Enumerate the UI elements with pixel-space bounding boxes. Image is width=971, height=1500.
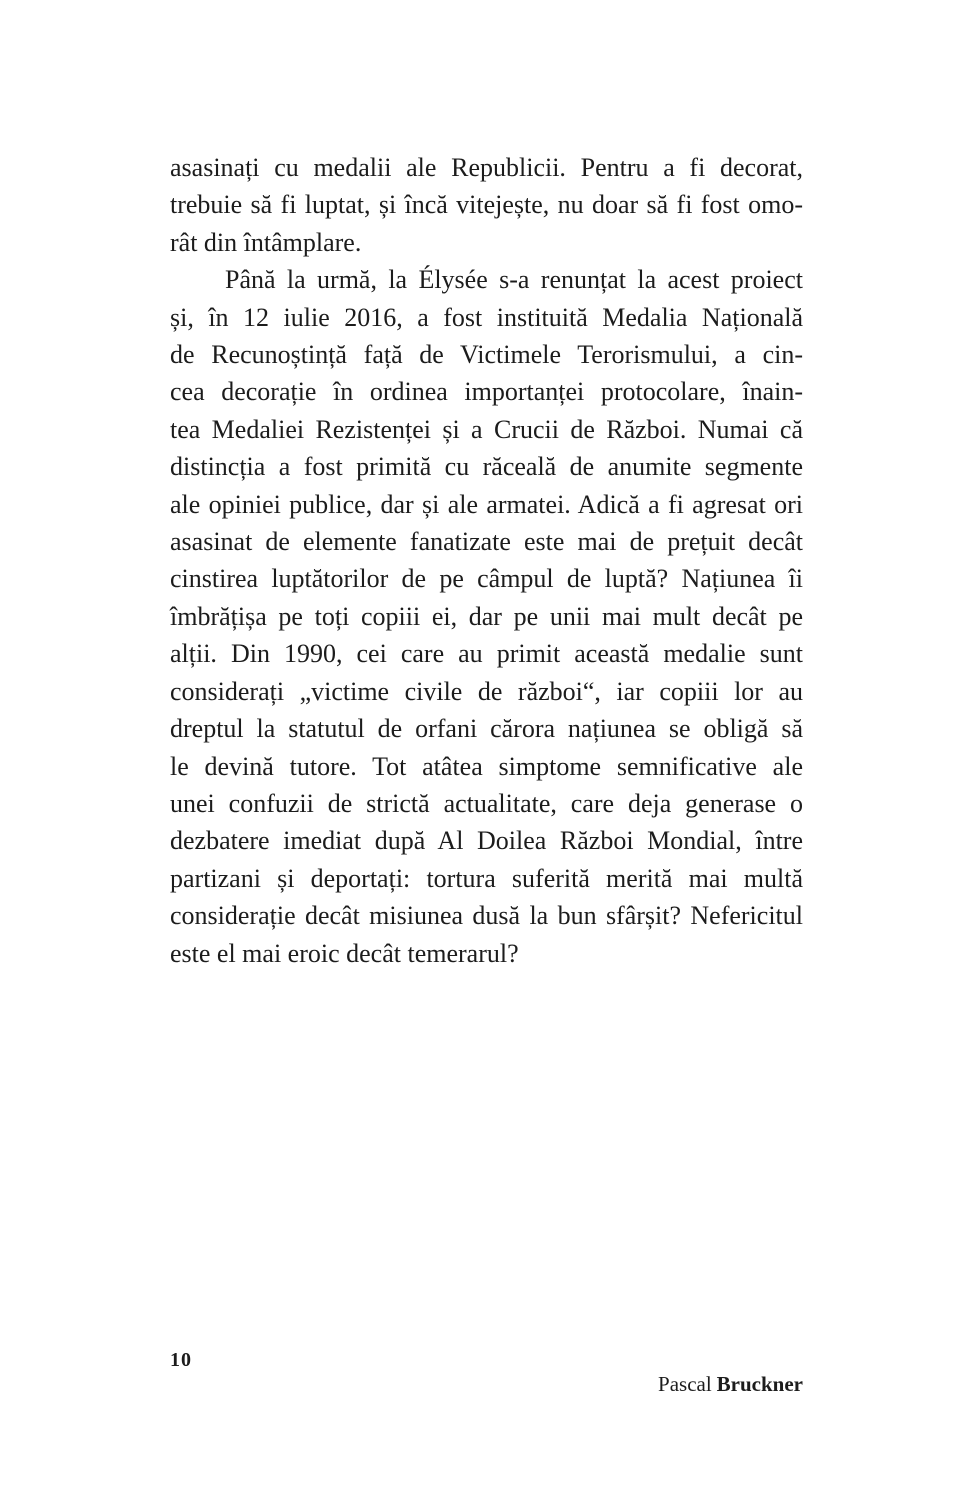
text-line: asasinat de elemente fanatizate este mai de prețuit decât: [170, 527, 803, 557]
text-line: dezbatere imediat după Al Doilea Război Mondial, între: [170, 826, 803, 856]
text-line: considerație decât misiunea dusă la bun sfârșit? Nefericitul: [170, 901, 803, 931]
text-line: trebuie să fi luptat, și încă vitejește, nu doar să fi fost omo-: [170, 190, 803, 220]
text-line: Până la urmă, la Élysée s-a renunțat la acest proiect: [225, 265, 803, 295]
body-text: [170, 149, 803, 972]
text-line: cea decorație în ordinea importanței protocolare, înain-: [170, 377, 803, 407]
text-line: alții. Din 1990, cei care au primit această medalie sunt: [170, 639, 803, 669]
text-line: cinstirea luptătorilor de pe câmpul de luptă? Națiunea îi: [170, 564, 803, 594]
author-first-name: Pascal: [658, 1372, 712, 1396]
text-line: partizani și deportați: tortura suferită merită mai multă: [170, 863, 803, 893]
text-line: rât din întâmplare.: [170, 227, 362, 257]
page-number: 10: [170, 1349, 192, 1371]
text-line: este el mai eroic decât temerarul?: [170, 938, 519, 968]
text-line: ale opiniei publice, dar și ale armatei. Adică a fi agresat ori: [170, 489, 803, 519]
text-line: îmbrățișa pe toți copiii ei, dar pe unii mai mult decât pe: [170, 601, 803, 631]
text-line: de Recunoștință față de Victimele Terorismului, a cin-: [170, 340, 803, 370]
text-line: și, în 12 iulie 2016, a fost instituită Medalia Națională: [170, 302, 803, 332]
text-line: dreptul la statutul de orfani cărora națiunea se obligă să: [170, 714, 803, 744]
paragraph: [170, 261, 803, 972]
text-line: asasinați cu medalii ale Republicii. Pentru a fi decorat,: [170, 153, 803, 182]
text-line: considerați „victime civile de război“, iar copiii lor au: [170, 676, 803, 706]
author-last-name: Bruckner: [716, 1372, 803, 1396]
running-footer: [658, 1372, 803, 1397]
text-line: unei confuzii de strictă actualitate, care deja generase o: [170, 788, 803, 818]
text-line: le devină tutore. Tot atâtea simptome semnificative ale: [170, 751, 803, 781]
text-line: tea Medaliei Rezistenței și a Crucii de Război. Numai că: [170, 414, 803, 444]
text-line: distincția a fost primită cu răceală de anumite segmente: [170, 452, 803, 482]
paragraph: [170, 149, 803, 261]
